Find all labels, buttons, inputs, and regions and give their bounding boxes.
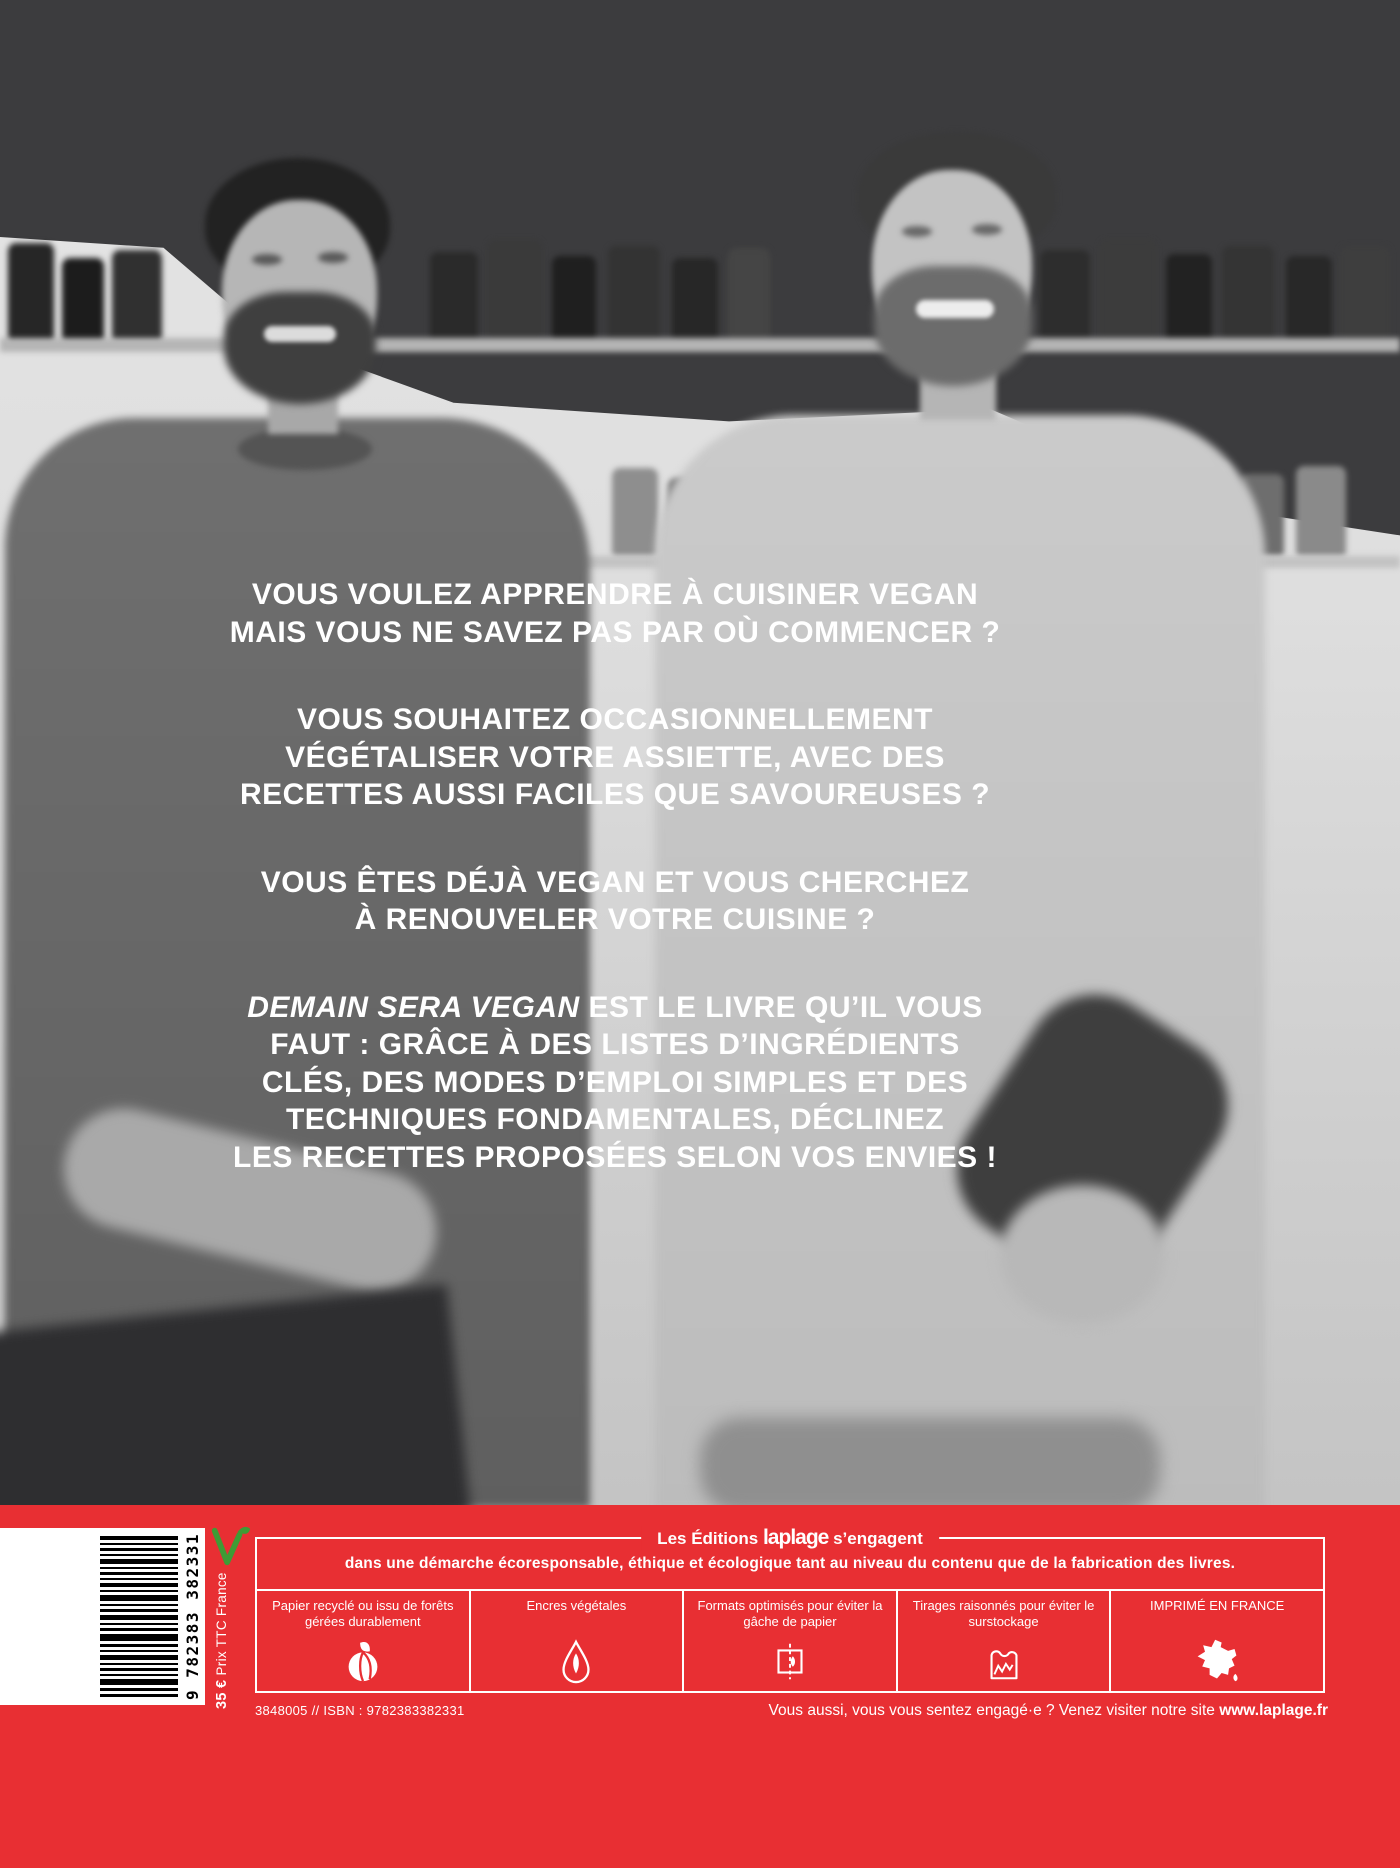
engagement-box [255,1526,1325,1693]
copy-line: À RENOUVELER VOTRE CUISINE ? [354,903,876,936]
engagement-cells [257,1589,1323,1691]
paper-format-icon [767,1637,813,1685]
copy-line: FAUT : GRÂCE À DES LISTES D’INGRÉDIENTS [270,1028,960,1061]
france-map-icon [1193,1637,1241,1685]
copy-line: VÉGÉTALISER VOTRE ASSIETTE, AVEC DES [285,740,945,774]
copy-line: LES RECETTES PROPOSÉES SELON VOS ENVIES ! [233,1140,997,1174]
engagement-subtitle: dans une démarche écoresponsable, éthique et écologique tant au niveau du contenu que de la fabrication des livres. [344,1555,1236,1572]
cell-recycled-paper: Papier recyclé ou issu de forêts gérées durablement [257,1591,469,1691]
isbn-line: 3848005 // ISBN : 9782383382331 [255,1703,465,1718]
shelf-plank [0,338,1400,352]
price-label: 35 € Prix TTC France [214,1572,230,1709]
cell-vegetable-inks: Encres végétales [469,1591,683,1691]
back-cover-copy [65,576,1165,1176]
laplage-logo: laplage [762,1526,829,1549]
publisher-website: www.laplage.fr [1219,1702,1328,1719]
engagement-title: Les Éditions laplage s’engagent [641,1526,939,1551]
copy-block-1 [65,576,1165,651]
copy-line: VOUS VOULEZ APPRENDRE À CUISINER VEGAN [251,578,979,611]
drop-leaf-icon [553,1637,599,1685]
copy-line: VOUS ÊTES DÉJÀ VEGAN ET VOUS CHERCHEZ [260,865,970,899]
vegetables [700,1418,1160,1505]
copy-line: MAIS VOUS NE SAVEZ PAS PAR OÙ COMMENCER ? [229,615,1001,649]
footer-bottom-row [255,1702,1328,1720]
price-amount: 35 € [214,1679,230,1709]
cell-optimized-formats: Formats optimisés pour éviter la gâche de papier [682,1591,896,1691]
copy-block-4 [65,989,1165,1177]
book-title: DEMAIN SERA VEGAN [247,990,580,1024]
copy-line: DEMAIN SERA VEGAN EST LE LIVRE QU’IL VOUS [247,990,983,1024]
copy-line: TECHNIQUES FONDAMENTALES, DÉCLINEZ [285,1103,945,1136]
copy-line: CLÉS, DES MODES D’EMPLOI SIMPLES ET DES [261,1065,969,1099]
copy-block-2 [65,701,1165,814]
barcode-box [0,1528,205,1705]
copy-line: VOUS SOUHAITEZ OCCASIONNELLEMENT [296,703,934,736]
isbn-digits: 9 782383 382331 [183,1533,202,1700]
cell-reasoned-print-runs: Tirages raisonnés pour éviter le surstockage [896,1591,1110,1691]
leaf-ball-icon [340,1637,386,1685]
cell-printed-in-france: IMPRIMÉ EN FRANCE [1109,1591,1323,1691]
barcode [100,1536,178,1697]
factory-icon [981,1637,1027,1685]
vegan-v-icon [207,1522,253,1570]
cta-line: Vous aussi, vous vous sentez engagé·e ? Venez visiter notre site www.laplage.fr [768,1702,1328,1719]
publisher-footer [0,1505,1400,1868]
copy-block-3 [65,864,1165,939]
copy-line: RECETTES AUSSI FACILES QUE SAVOUREUSES ? [239,778,991,811]
